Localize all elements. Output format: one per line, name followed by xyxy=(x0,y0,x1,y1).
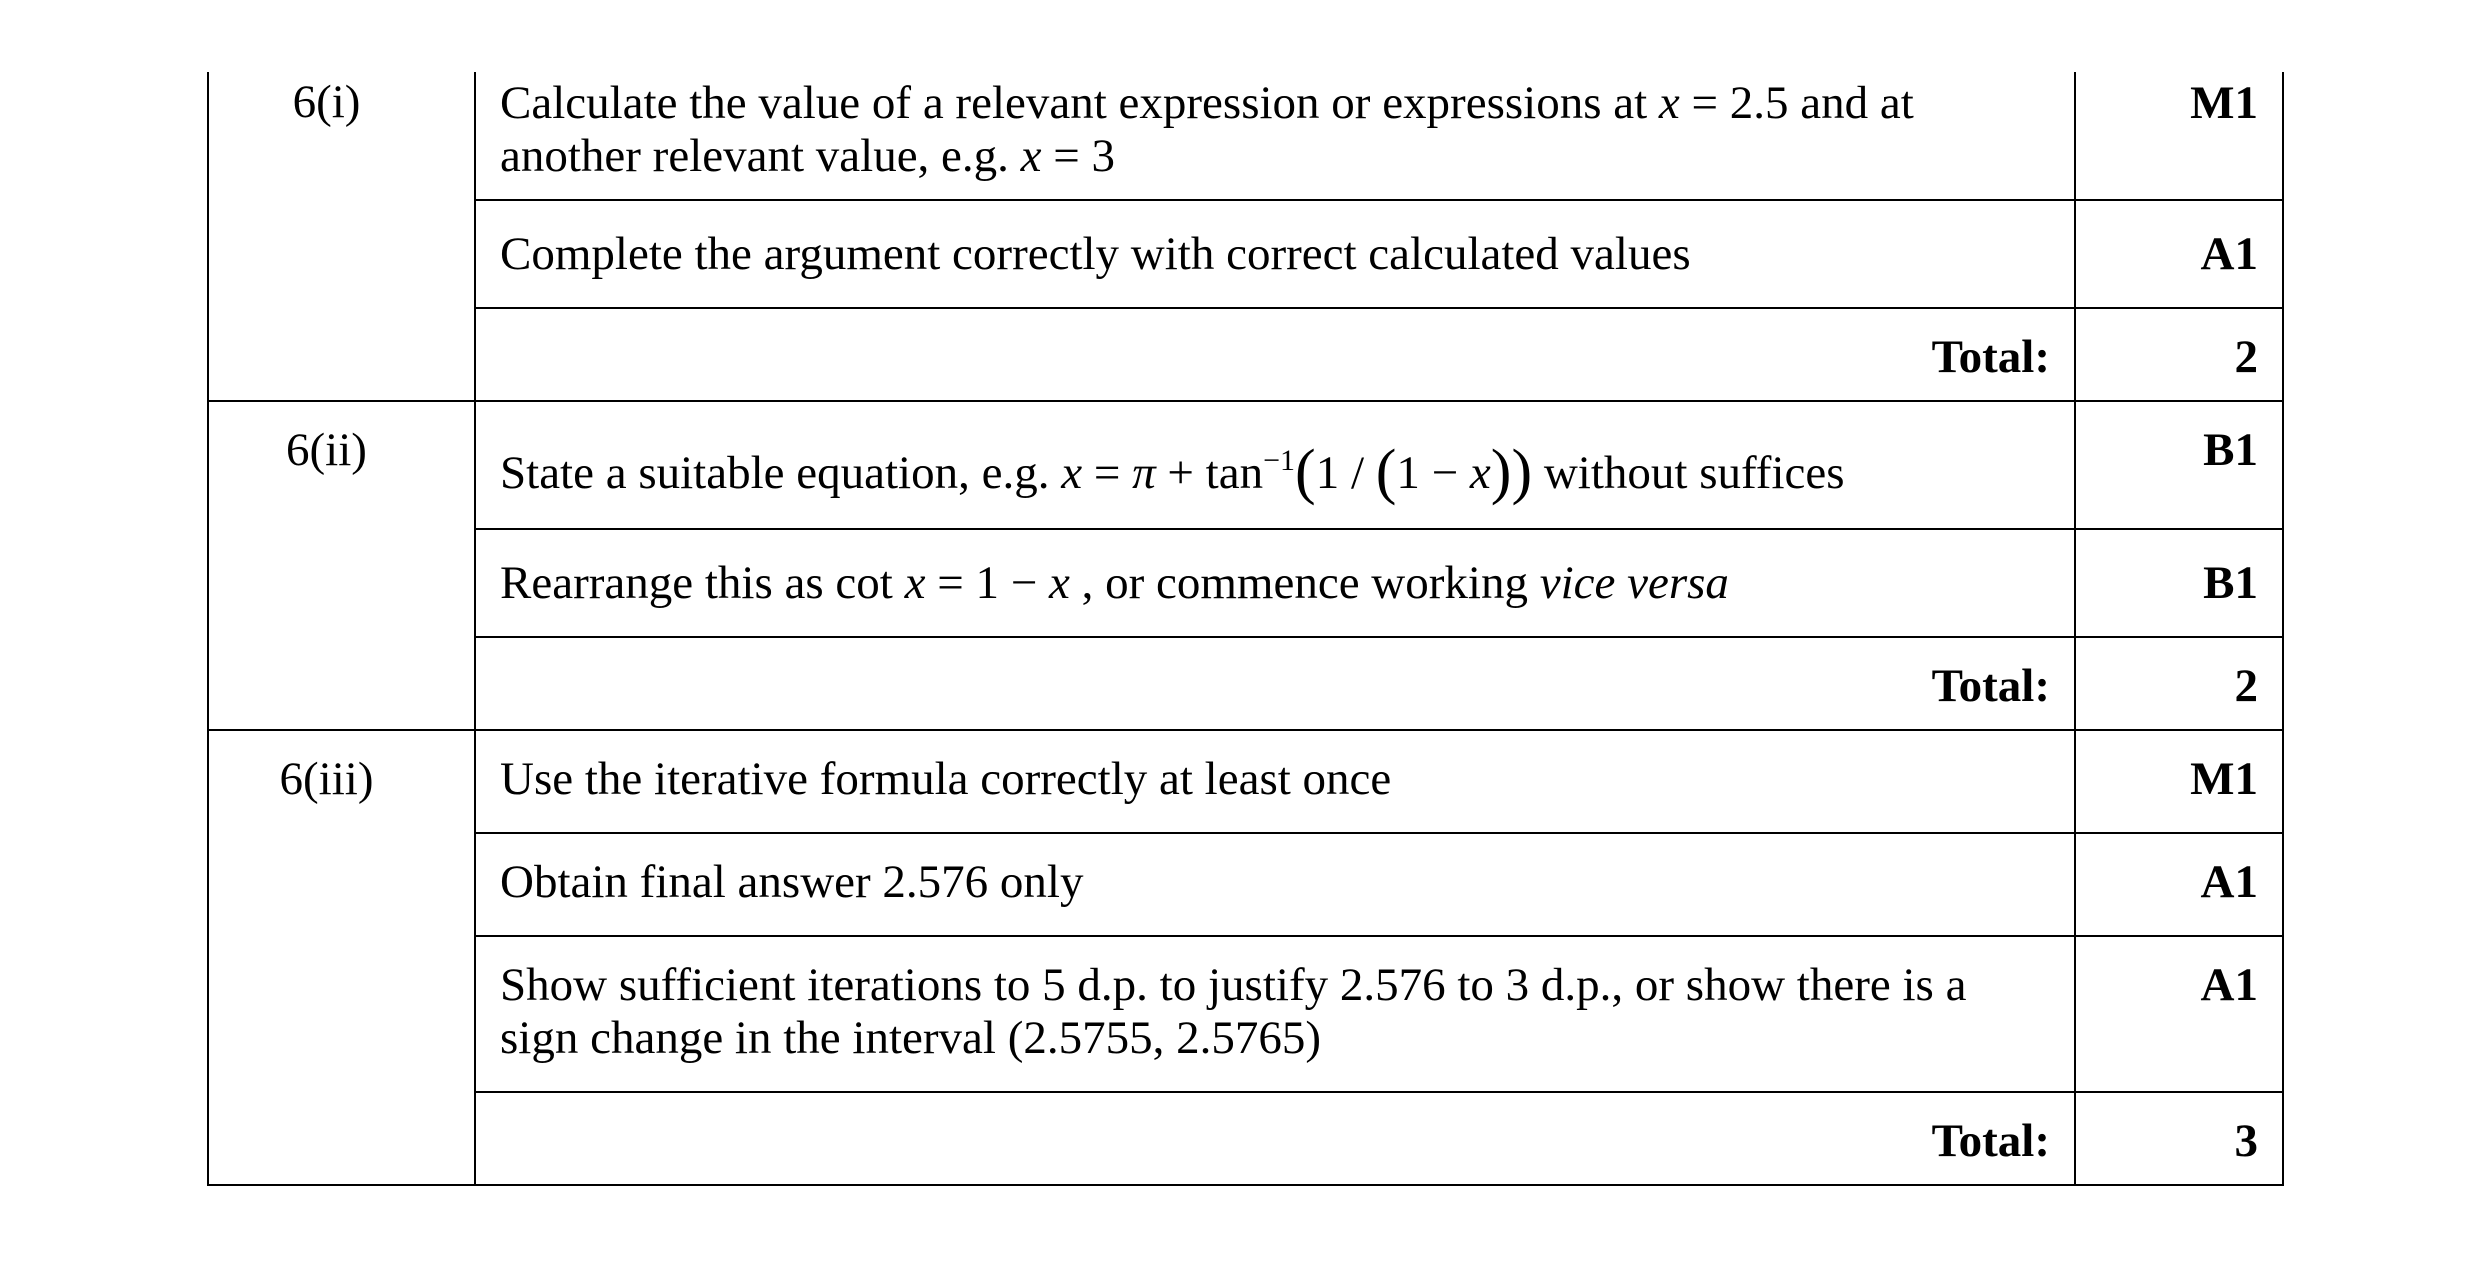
question-number: 6(i) xyxy=(208,72,475,401)
total-mark: 3 xyxy=(2075,1092,2283,1185)
math-variable: x xyxy=(1658,77,1680,129)
math-operator: = xyxy=(1082,447,1133,499)
mark-cell: M1 xyxy=(2075,72,2283,200)
mark-cell: B1 xyxy=(2075,529,2283,637)
answer-cell: Use the iterative formula correctly at least once xyxy=(475,730,2075,833)
table-row xyxy=(208,529,2283,637)
answer-cell xyxy=(475,401,2075,529)
mark-cell: B1 xyxy=(2075,401,2283,529)
math-variable: x xyxy=(1061,447,1083,499)
math-variable: x xyxy=(1469,447,1491,499)
math-exponent: −1 xyxy=(1263,444,1296,477)
math-expression: 1 − xyxy=(1396,447,1470,499)
answer-cell xyxy=(475,72,2075,200)
table-row xyxy=(208,200,2283,308)
math-paren: ( xyxy=(1295,438,1316,506)
total-row xyxy=(208,308,2283,401)
total-label: Total: xyxy=(475,1092,2075,1185)
mark-cell: A1 xyxy=(2075,200,2283,308)
answer-text: = 2.5 and at another relevant value, e.g. xyxy=(500,77,1914,182)
answer-text: Calculate the value of a relevant expression or expressions at xyxy=(500,77,1659,129)
math-expression: 1 / xyxy=(1315,447,1376,499)
total-row xyxy=(208,637,2283,730)
answer-cell: Complete the argument correctly with correct calculated values xyxy=(475,200,2075,308)
table-row xyxy=(208,730,2283,833)
answer-cell xyxy=(475,529,2075,637)
question-number: 6(ii) xyxy=(208,401,475,730)
table-row xyxy=(208,72,2283,200)
mark-cell: A1 xyxy=(2075,936,2283,1092)
table-row xyxy=(208,833,2283,936)
answer-text: State a suitable equation, e.g. xyxy=(500,447,1062,499)
math-symbol: π xyxy=(1132,447,1156,499)
math-paren: ( xyxy=(1375,438,1397,506)
answer-text: Rearrange this as cot xyxy=(500,557,905,609)
math-paren: )) xyxy=(1490,438,1533,506)
math-variable: x xyxy=(904,557,926,609)
answer-text: = 3 xyxy=(1041,130,1116,182)
answer-cell: Obtain final answer 2.576 only xyxy=(475,833,2075,936)
mark-scheme-table xyxy=(207,72,2284,1186)
mark-cell: A1 xyxy=(2075,833,2283,936)
math-variable: x xyxy=(1020,130,1042,182)
total-mark: 2 xyxy=(2075,308,2283,401)
math-variable: x xyxy=(1048,557,1070,609)
answer-cell: Show sufficient iterations to 5 d.p. to justify 2.576 to 3 d.p., or show there is a sign change in the interval (2.5755, 2.5765) xyxy=(475,936,2075,1092)
total-label: Total: xyxy=(475,637,2075,730)
answer-text: , or commence working xyxy=(1069,557,1540,609)
mark-cell: M1 xyxy=(2075,730,2283,833)
math-operator: = 1 − xyxy=(925,557,1049,609)
total-mark: 2 xyxy=(2075,637,2283,730)
answer-text: without suffices xyxy=(1532,447,1845,499)
table-row xyxy=(208,401,2283,529)
question-number: 6(iii) xyxy=(208,730,475,1185)
total-row xyxy=(208,1092,2283,1185)
math-function: + tan xyxy=(1155,447,1264,499)
total-label: Total: xyxy=(475,308,2075,401)
answer-italic-text: vice versa xyxy=(1539,557,1729,609)
table-row xyxy=(208,936,2283,1092)
